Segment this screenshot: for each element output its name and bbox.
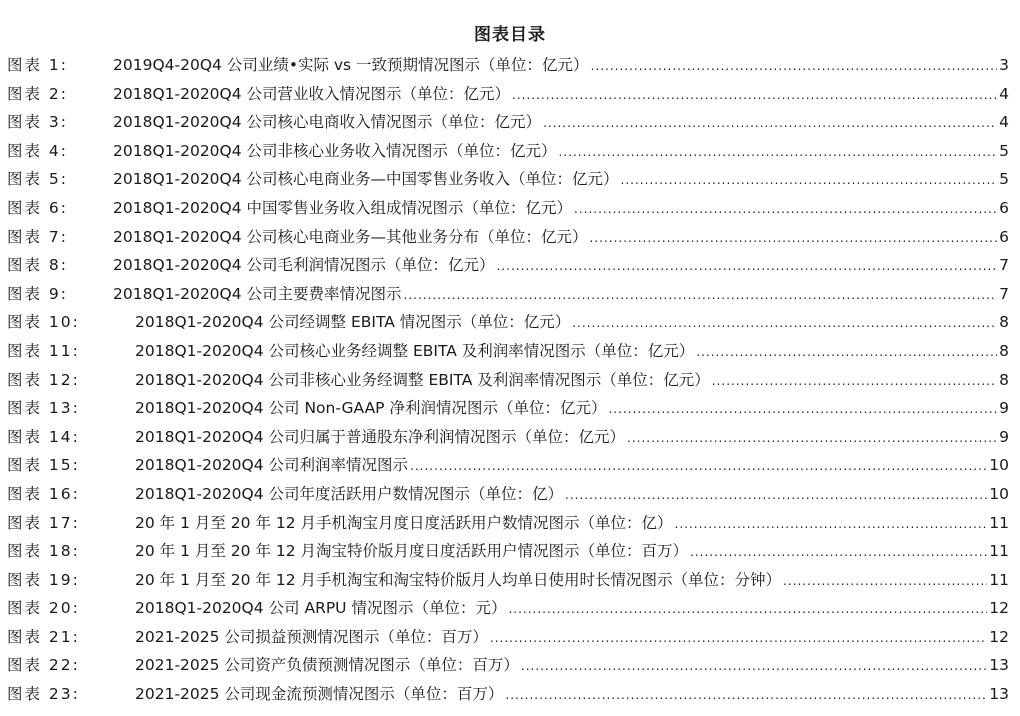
toc-entry-page: 3 [999, 56, 1009, 74]
toc-entry-page: 7 [999, 284, 1009, 303]
toc-entry-14[interactable] [0, 423, 1020, 452]
toc-entry-9[interactable] [0, 280, 1020, 309]
toc-entry-page: 9 [999, 427, 1009, 446]
toc-entry-page: 13 [989, 685, 1009, 704]
toc-entry-label: 图表 12: [7, 370, 80, 389]
toc-entry-caption: 20 年 1 月至 20 年 12 月手机淘宝月度日度活跃用户数情况图示（单位：亿） [135, 513, 673, 532]
toc-entry-1[interactable] [0, 51, 1020, 80]
toc-leader-dots [783, 567, 987, 596]
toc-entry-caption: 2021-2025 公司现金流预测情况图示（单位：百万） [135, 685, 504, 704]
toc-leader-dots [591, 52, 998, 81]
toc-entry-label: 图表 15: [7, 456, 80, 475]
toc-leader-dots [712, 367, 997, 396]
toc-entry-21[interactable] [0, 623, 1020, 652]
toc-entry-caption: 2018Q1-2020Q4 公司 ARPU 情况图示（单位：元） [135, 599, 507, 618]
toc-entry-label: 图表 20: [7, 599, 80, 618]
toc-entry-label: 图表 19: [7, 570, 80, 589]
toc-entry-7[interactable] [0, 223, 1020, 252]
toc-entry-caption: 2018Q1-2020Q4 公司核心电商业务—中国零售业务收入（单位：亿元） [113, 170, 619, 189]
toc-entry-page: 11 [989, 513, 1009, 532]
toc-entry-18[interactable] [0, 537, 1020, 566]
toc-entry-19[interactable] [0, 566, 1020, 595]
toc-leader-dots [497, 252, 998, 281]
toc-entry-label: 图表 6: [7, 198, 69, 217]
toc-entry-15[interactable] [0, 451, 1020, 480]
toc-leader-dots [690, 538, 987, 567]
toc-entry-caption: 20 年 1 月至 20 年 12 月淘宝特价版月度日度活跃用户情况图示（单位：百万） [135, 542, 689, 561]
toc-entry-label: 图表 9: [7, 284, 69, 303]
toc-entry-12[interactable] [0, 366, 1020, 395]
toc-entry-label: 图表 10: [7, 313, 80, 332]
toc-entry-caption: 2018Q1-2020Q4 公司核心电商收入情况图示（单位：亿元） [113, 113, 542, 132]
toc-entry-page: 11 [989, 570, 1009, 589]
toc-entry-page: 8 [999, 370, 1009, 389]
toc-entry-16[interactable] [0, 480, 1020, 509]
toc-leader-dots [521, 652, 987, 681]
toc-entry-17[interactable] [0, 509, 1020, 538]
toc-entry-caption: 2018Q1-2020Q4 公司核心业务经调整 EBITA 及利润率情况图示（单位：亿元） [135, 341, 695, 360]
toc-entry-label: 图表 23: [7, 685, 80, 704]
toc-entry-caption: 2018Q1-2020Q4 公司非核心业务经调整 EBITA 及利润率情况图示（单位：亿元） [135, 370, 710, 389]
toc-leader-dots [404, 281, 998, 310]
toc-leader-dots [505, 681, 987, 710]
toc-leader-dots [512, 81, 997, 110]
toc-entry-label: 图表 2: [7, 84, 69, 103]
toc-entry-label: 图表 4: [7, 141, 69, 160]
toc-entry-13[interactable] [0, 394, 1020, 423]
toc-entry-page: 10 [989, 456, 1009, 475]
toc-entry-label: 图表 22: [7, 656, 80, 675]
toc-entry-caption: 2018Q1-2020Q4 公司利润率情况图示 [135, 456, 409, 475]
toc-leader-dots [621, 166, 998, 195]
toc-entry-label: 图表 3: [7, 113, 69, 132]
toc-entry-caption: 2018Q1-2020Q4 公司营业收入情况图示（单位：亿元） [113, 84, 511, 103]
toc-entry-2[interactable] [0, 80, 1020, 109]
toc-leader-dots [574, 195, 997, 224]
toc-entry-caption: 20 年 1 月至 20 年 12 月手机淘宝和淘宝特价版月人均单日使用时长情况图示（单位：分钟） [135, 570, 782, 589]
toc-leader-dots [675, 510, 988, 539]
toc-entry-label: 图表 21: [7, 627, 80, 646]
toc-leader-dots [627, 424, 997, 453]
toc-entry-label: 图表 13: [7, 399, 80, 418]
toc-entry-page: 8 [999, 313, 1009, 332]
toc-leader-dots [508, 595, 987, 624]
toc-entry-label: 图表 5: [7, 170, 69, 189]
toc-entry-page: 12 [989, 627, 1009, 646]
toc-entry-label: 图表 16: [7, 484, 80, 503]
toc-entry-caption: 2018Q1-2020Q4 公司经调整 EBITA 情况图示（单位：亿元） [135, 313, 571, 332]
toc-entry-page: 5 [999, 141, 1009, 160]
toc-entry-caption: 2021-2025 公司损益预测情况图示（单位：百万） [135, 627, 488, 646]
toc-entry-caption: 2018Q1-2020Q4 公司非核心业务收入情况图示（单位：亿元） [113, 141, 557, 160]
toc-entry-caption: 2018Q1-2020Q4 公司主要费率情况图示 [113, 284, 402, 303]
toc-entry-page: 5 [999, 170, 1009, 189]
toc-leader-dots [696, 338, 997, 367]
toc-entry-label: 图表 7: [7, 227, 69, 246]
toc-entry-caption: 2018Q1-2020Q4 公司归属于普通股东净利润情况图示（单位：亿元） [135, 427, 626, 446]
toc-entry-page: 4 [999, 84, 1009, 103]
toc-entry-label: 图表 1: [7, 56, 69, 74]
toc-entry-20[interactable] [0, 594, 1020, 623]
toc-entry-page: 11 [989, 542, 1009, 561]
toc-entry-label: 图表 18: [7, 542, 80, 561]
toc-entry-label: 图表 17: [7, 513, 80, 532]
toc-entry-page: 7 [999, 256, 1009, 275]
toc-leader-dots [565, 481, 987, 510]
toc-entry-caption: 2021-2025 公司资产负债预测情况图示（单位：百万） [135, 656, 519, 675]
toc-entry-page: 9 [999, 399, 1009, 418]
toc-leader-dots [608, 395, 997, 424]
toc-entry-label: 图表 14: [7, 427, 80, 446]
toc-entry-10[interactable] [0, 308, 1020, 337]
toc-entry-label: 图表 11: [7, 341, 80, 360]
toc-entry-8[interactable] [0, 251, 1020, 280]
toc-entry-caption: 2018Q1-2020Q4 公司核心电商业务—其他业务分布（单位：亿元） [113, 227, 588, 246]
toc-entry-4[interactable] [0, 137, 1020, 166]
toc-entry-page: 6 [999, 227, 1009, 246]
toc-leader-dots [559, 138, 998, 167]
toc-entry-caption: 2018Q1-2020Q4 中国零售业务收入组成情况图示（单位：亿元） [113, 198, 573, 217]
toc-entry-page: 6 [999, 198, 1009, 217]
toc-entry-label: 图表 8: [7, 256, 69, 275]
toc-entry-page: 13 [989, 656, 1009, 675]
toc-entry-caption: 2019Q4-20Q4 公司业绩•实际 vs 一致预期情况图示（单位：亿元） [113, 56, 589, 74]
toc-list [0, 51, 1020, 709]
toc-entry-5[interactable] [0, 165, 1020, 194]
toc-title: 图表目录 [474, 25, 546, 45]
toc-entry-page: 4 [999, 113, 1009, 132]
toc-leader-dots [490, 624, 987, 653]
toc-entry-caption: 2018Q1-2020Q4 公司 Non-GAAP 净利润情况图示（单位：亿元） [135, 399, 607, 418]
toc-entry-3[interactable] [0, 108, 1020, 137]
toc-leader-dots [543, 109, 997, 138]
toc-entry-page: 8 [999, 341, 1009, 360]
toc-entry-23[interactable] [0, 680, 1020, 709]
toc-entry-caption: 2018Q1-2020Q4 公司毛利润情况图示（单位：亿元） [113, 256, 495, 275]
toc-entry-page: 10 [989, 484, 1009, 503]
toc-entry-6[interactable] [0, 194, 1020, 223]
toc-entry-11[interactable] [0, 337, 1020, 366]
toc-entry-page: 12 [989, 599, 1009, 618]
toc-entry-caption: 2018Q1-2020Q4 公司年度活跃用户数情况图示（单位：亿） [135, 484, 564, 503]
toc-entry-22[interactable] [0, 651, 1020, 680]
toc-leader-dots [410, 452, 987, 481]
toc-leader-dots [590, 224, 998, 253]
toc-leader-dots [572, 309, 997, 338]
